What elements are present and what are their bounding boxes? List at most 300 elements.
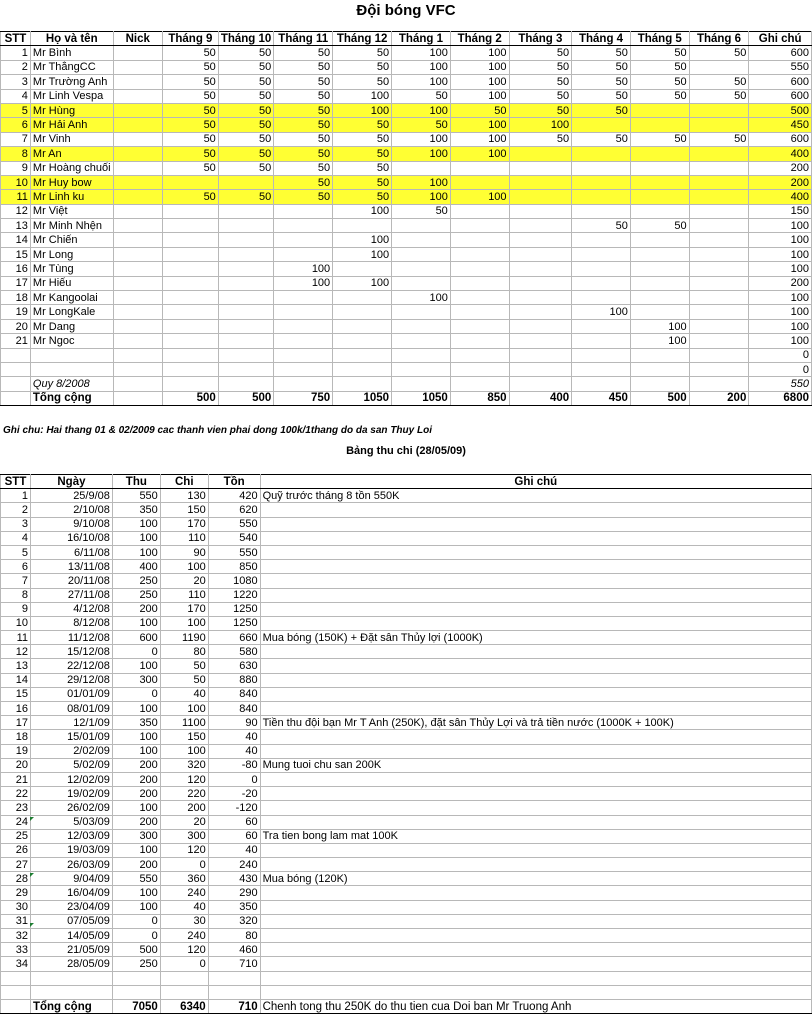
month-cell: [509, 204, 572, 218]
ledger-row: [1, 616, 812, 630]
stt-cell: 27: [1, 858, 31, 872]
balance-cell: 630: [208, 659, 260, 673]
month-cell: [163, 291, 219, 305]
month-cell: [333, 334, 392, 348]
month-cell: [689, 147, 749, 161]
income-cell: 0: [112, 914, 160, 928]
date-cell: 27/11/08: [30, 588, 112, 602]
expense-cell: 100: [160, 560, 208, 574]
nick-cell: [113, 89, 162, 103]
name-cell: Mr Minh Nhện: [30, 219, 113, 233]
member-row: [1, 219, 812, 233]
month-cell: [333, 362, 392, 376]
month-cell: 100: [630, 334, 689, 348]
ledger-row: [1, 858, 812, 872]
balance-cell: 550: [208, 545, 260, 559]
month-cell: 100: [333, 89, 392, 103]
expense-cell: 100: [160, 616, 208, 630]
month-cell: [392, 348, 451, 362]
note-cell: [260, 702, 811, 716]
stt-cell: 9: [1, 602, 31, 616]
month-cell: [509, 262, 572, 276]
income-cell: 100: [112, 744, 160, 758]
member-row: [1, 276, 812, 290]
date-cell: 9/10/08: [30, 517, 112, 531]
nick-cell: [113, 161, 162, 175]
month-cell: 50: [218, 147, 273, 161]
month-cell: [689, 219, 749, 233]
note-cell: [260, 957, 811, 971]
expense-cell: [160, 971, 208, 985]
month-cell: 50: [218, 89, 273, 103]
month-cell: 50: [163, 190, 219, 204]
month-cell: [218, 334, 273, 348]
stt-cell: 5: [1, 545, 31, 559]
column-header: Tháng 11: [274, 32, 333, 46]
ledger-row: [1, 914, 812, 928]
balance-cell: 60: [208, 829, 260, 843]
nick-cell: [113, 262, 162, 276]
note-cell: [260, 971, 811, 985]
month-cell: 100: [392, 147, 451, 161]
stt-cell: [1, 985, 31, 999]
stt-cell: 20: [1, 758, 31, 772]
month-cell: [333, 319, 392, 333]
ledger-row: [1, 829, 812, 843]
month-cell: [572, 276, 631, 290]
month-cell: [163, 276, 219, 290]
ledger-row: [1, 957, 812, 971]
balance-cell: 1250: [208, 616, 260, 630]
balance-cell: 90: [208, 716, 260, 730]
month-cell: 50: [274, 60, 333, 74]
date-cell: 14/05/09: [30, 929, 112, 943]
month-cell: [163, 219, 219, 233]
date-cell: 5/02/09: [30, 758, 112, 772]
expense-cell: [160, 985, 208, 999]
date-cell: 13/11/08: [30, 560, 112, 574]
stt-cell: 30: [1, 900, 31, 914]
month-cell: [163, 305, 219, 319]
month-cell: 100: [450, 75, 509, 89]
expense-cell: 120: [160, 943, 208, 957]
members-table: [0, 31, 812, 406]
column-header: Ghi chú: [749, 32, 812, 46]
month-cell: 50: [333, 190, 392, 204]
name-cell: Mr Long: [30, 247, 113, 261]
month-cell: 50: [163, 147, 219, 161]
stt-cell: 34: [1, 957, 31, 971]
month-cell: [450, 348, 509, 362]
month-cell: 50: [572, 89, 631, 103]
month-cell: 100: [509, 118, 572, 132]
stt-cell: 4: [1, 89, 31, 103]
name-cell: Mr Vinh: [30, 132, 113, 146]
note-cell: 600: [749, 46, 812, 60]
column-header: Tháng 5: [630, 32, 689, 46]
month-cell: 50: [572, 132, 631, 146]
column-header: Tháng 4: [572, 32, 631, 46]
note-cell: Quỹ trước tháng 8 tồn 550K: [260, 489, 811, 503]
month-cell: [689, 60, 749, 74]
stt-cell: 7: [1, 574, 31, 588]
name-cell: Mr Kangoolai: [30, 291, 113, 305]
month-cell: 100: [630, 319, 689, 333]
note-cell: [260, 531, 811, 545]
balance-cell: 40: [208, 744, 260, 758]
expense-cell: 110: [160, 588, 208, 602]
month-cell: [509, 161, 572, 175]
expense-cell: 170: [160, 517, 208, 531]
balance-cell: 1220: [208, 588, 260, 602]
member-row: [1, 175, 812, 189]
expense-cell: 120: [160, 843, 208, 857]
month-cell: 50: [333, 60, 392, 74]
stt-cell: 8: [1, 147, 31, 161]
month-cell: [630, 362, 689, 376]
total-cell: 1050: [392, 391, 451, 405]
month-cell: [163, 247, 219, 261]
date-cell: 21/05/09: [30, 943, 112, 957]
stt-cell: 18: [1, 291, 31, 305]
date-cell: 9/04/09: [30, 872, 112, 886]
month-cell: [689, 118, 749, 132]
month-cell: [392, 247, 451, 261]
stt-cell: 4: [1, 531, 31, 545]
note-cell: 100: [749, 334, 812, 348]
month-cell: [509, 190, 572, 204]
column-header: Tháng 2: [450, 32, 509, 46]
empty-cell: [630, 377, 689, 391]
stt-cell: [1, 377, 31, 391]
month-cell: [630, 276, 689, 290]
expense-cell: 300: [160, 829, 208, 843]
month-cell: [509, 362, 572, 376]
nick-cell: [113, 319, 162, 333]
name-cell: Mr Dang: [30, 319, 113, 333]
month-cell: 50: [274, 132, 333, 146]
name-cell: [30, 362, 113, 376]
month-cell: 100: [333, 204, 392, 218]
date-cell: 6/11/08: [30, 545, 112, 559]
month-cell: [333, 305, 392, 319]
name-cell: Mr Trường Anh: [30, 75, 113, 89]
ledger-row: [1, 985, 812, 999]
month-cell: 50: [630, 132, 689, 146]
month-cell: [630, 291, 689, 305]
empty-cell: [509, 377, 572, 391]
income-cell: 350: [112, 716, 160, 730]
month-cell: [572, 161, 631, 175]
total-note: Chenh tong thu 250K do thu tien cua Doi ban Mr Truong Anh: [260, 999, 811, 1013]
income-cell: 100: [112, 659, 160, 673]
stt-cell: 29: [1, 886, 31, 900]
month-cell: 50: [163, 161, 219, 175]
stt-cell: 10: [1, 175, 31, 189]
expense-cell: 40: [160, 900, 208, 914]
total-label: Tổng cộng: [30, 999, 112, 1013]
income-cell: 400: [112, 560, 160, 574]
balance-cell: 40: [208, 843, 260, 857]
month-cell: [392, 233, 451, 247]
expense-cell: 100: [160, 744, 208, 758]
month-cell: [274, 305, 333, 319]
month-cell: [509, 319, 572, 333]
member-row: [1, 348, 812, 362]
empty-cell: [689, 377, 749, 391]
expense-cell: 20: [160, 574, 208, 588]
month-cell: [630, 161, 689, 175]
balance-cell: 550: [208, 517, 260, 531]
month-cell: [450, 175, 509, 189]
month-cell: [689, 204, 749, 218]
total-label: Tổng cộng: [30, 391, 113, 405]
empty-cell: [113, 377, 162, 391]
note-cell: [260, 588, 811, 602]
month-cell: 50: [509, 75, 572, 89]
expense-cell: 240: [160, 886, 208, 900]
month-cell: [392, 362, 451, 376]
month-cell: [630, 262, 689, 276]
nick-cell: [113, 276, 162, 290]
note-cell: [260, 900, 811, 914]
nick-cell: [113, 233, 162, 247]
income-cell: [112, 971, 160, 985]
month-cell: [450, 276, 509, 290]
month-cell: [630, 305, 689, 319]
month-cell: [450, 219, 509, 233]
note-cell: 550: [749, 377, 812, 391]
footnote: Ghi chu: Hai thang 01 & 02/2009 cac thanh vien phai dong 100k/1thang do da san Thuy Loi: [3, 425, 432, 436]
balance-cell: [208, 971, 260, 985]
expense-cell: 1100: [160, 716, 208, 730]
stt-cell: 9: [1, 161, 31, 175]
member-row: [1, 103, 812, 117]
month-cell: 50: [333, 46, 392, 60]
month-cell: 50: [509, 60, 572, 74]
ledger-row: [1, 702, 812, 716]
ledger-row: [1, 631, 812, 645]
stt-cell: 26: [1, 843, 31, 857]
ledger-row: [1, 716, 812, 730]
name-cell: Mr An: [30, 147, 113, 161]
empty-cell: [392, 377, 451, 391]
member-row: [1, 46, 812, 60]
month-cell: [392, 276, 451, 290]
column-header: Họ và tên: [30, 32, 113, 46]
ledger-header-row: [1, 475, 812, 489]
month-cell: [274, 247, 333, 261]
month-cell: 50: [630, 89, 689, 103]
member-row: [1, 291, 812, 305]
stt-cell: 5: [1, 103, 31, 117]
month-cell: 100: [333, 247, 392, 261]
income-cell: 0: [112, 645, 160, 659]
stt-cell: 22: [1, 787, 31, 801]
note-cell: [260, 985, 811, 999]
note-cell: 100: [749, 305, 812, 319]
income-cell: 100: [112, 616, 160, 630]
note-cell: [260, 574, 811, 588]
month-cell: 50: [163, 118, 219, 132]
month-cell: 100: [392, 75, 451, 89]
month-cell: [392, 262, 451, 276]
month-cell: [274, 219, 333, 233]
note-cell: 600: [749, 89, 812, 103]
date-cell: 19/03/09: [30, 843, 112, 857]
expense-cell: 80: [160, 645, 208, 659]
member-row: [1, 89, 812, 103]
stt-cell: 13: [1, 659, 31, 673]
balance-cell: [208, 985, 260, 999]
month-cell: [450, 233, 509, 247]
stt-cell: 1: [1, 46, 31, 60]
expense-cell: 100: [160, 702, 208, 716]
name-cell: Mr Bình: [30, 46, 113, 60]
date-cell: 12/1/09: [30, 716, 112, 730]
income-cell: 100: [112, 886, 160, 900]
month-cell: [218, 291, 273, 305]
expense-cell: 130: [160, 489, 208, 503]
month-cell: [689, 348, 749, 362]
balance-cell: 850: [208, 560, 260, 574]
stt-cell: 13: [1, 219, 31, 233]
note-cell: Mua bóng (150K) + Đặt sân Thủy lợi (1000K): [260, 631, 811, 645]
balance-cell: 420: [208, 489, 260, 503]
ledger-row: [1, 588, 812, 602]
month-cell: [572, 334, 631, 348]
stt-cell: 32: [1, 929, 31, 943]
month-cell: [163, 319, 219, 333]
income-cell: 0: [112, 687, 160, 701]
stt-cell: 28: [1, 872, 31, 886]
month-cell: 100: [450, 118, 509, 132]
month-cell: 50: [274, 89, 333, 103]
income-cell: 600: [112, 631, 160, 645]
balance-cell: 0: [208, 772, 260, 786]
month-cell: [274, 291, 333, 305]
name-cell: Mr Việt: [30, 204, 113, 218]
income-cell: 100: [112, 531, 160, 545]
month-cell: [689, 161, 749, 175]
quy-row: [1, 377, 812, 391]
stt-cell: [1, 348, 31, 362]
month-cell: [392, 161, 451, 175]
month-cell: [218, 362, 273, 376]
month-cell: 100: [572, 305, 631, 319]
note-cell: [260, 645, 811, 659]
date-cell: 25/9/08: [30, 489, 112, 503]
nick-cell: [113, 190, 162, 204]
month-cell: 100: [333, 276, 392, 290]
nick-cell: [113, 362, 162, 376]
balance-cell: 880: [208, 673, 260, 687]
month-cell: 50: [218, 118, 273, 132]
month-cell: 50: [630, 46, 689, 60]
month-cell: [509, 348, 572, 362]
ledger-row: [1, 801, 812, 815]
comment-marker: [30, 873, 34, 877]
column-header: Chi: [160, 475, 208, 489]
expense-cell: 200: [160, 801, 208, 815]
note-cell: 100: [749, 233, 812, 247]
expense-cell: 170: [160, 602, 208, 616]
month-cell: [450, 305, 509, 319]
ledger-row: [1, 503, 812, 517]
month-cell: [572, 319, 631, 333]
balance-cell: 840: [208, 702, 260, 716]
month-cell: [163, 348, 219, 362]
month-cell: [689, 103, 749, 117]
month-cell: [509, 219, 572, 233]
balance-cell: 40: [208, 730, 260, 744]
ledger-title: Bảng thu chi (28/05/09): [346, 445, 466, 457]
month-cell: 50: [392, 118, 451, 132]
month-cell: 50: [450, 103, 509, 117]
balance-cell: 60: [208, 815, 260, 829]
income-cell: 100: [112, 900, 160, 914]
total-note: 6800: [749, 391, 812, 405]
date-cell: 15/01/09: [30, 730, 112, 744]
note-cell: 0: [749, 362, 812, 376]
month-cell: [689, 276, 749, 290]
note-cell: Tiền thu đội bạn Mr T Anh (250K), đặt sân Thủy Lợi và trả tiền nước (1000K + 100K): [260, 716, 811, 730]
nick-cell: [113, 175, 162, 189]
month-cell: 50: [392, 204, 451, 218]
date-cell: 16/04/09: [30, 886, 112, 900]
month-cell: 50: [572, 75, 631, 89]
nick-cell: [113, 291, 162, 305]
month-cell: 100: [392, 190, 451, 204]
date-cell: 22/12/08: [30, 659, 112, 673]
nick-cell: [113, 103, 162, 117]
month-cell: [163, 362, 219, 376]
date-cell: 01/01/09: [30, 687, 112, 701]
month-cell: [333, 262, 392, 276]
total-cell: 450: [572, 391, 631, 405]
month-cell: [689, 362, 749, 376]
date-cell: 5/03/09: [30, 815, 112, 829]
note-cell: Mung tuoi chu san 200K: [260, 758, 811, 772]
stt-cell: [1, 391, 31, 405]
month-cell: [450, 247, 509, 261]
income-cell: 550: [112, 872, 160, 886]
note-cell: 400: [749, 190, 812, 204]
member-row: [1, 60, 812, 74]
income-cell: 300: [112, 673, 160, 687]
column-header: Ghi chú: [260, 475, 811, 489]
month-cell: 50: [630, 219, 689, 233]
month-cell: 50: [218, 46, 273, 60]
month-cell: 50: [333, 118, 392, 132]
balance-cell: 460: [208, 943, 260, 957]
month-cell: [392, 219, 451, 233]
expense-cell: 220: [160, 787, 208, 801]
income-cell: 550: [112, 489, 160, 503]
month-cell: [572, 118, 631, 132]
member-row: [1, 190, 812, 204]
month-cell: 50: [274, 161, 333, 175]
balance-cell: 540: [208, 531, 260, 545]
ledger-total-row: [1, 999, 812, 1013]
month-cell: [218, 319, 273, 333]
month-cell: [572, 233, 631, 247]
member-row: [1, 319, 812, 333]
note-cell: 600: [749, 132, 812, 146]
stt-cell: 25: [1, 829, 31, 843]
month-cell: 50: [163, 60, 219, 74]
expense-cell: 0: [160, 957, 208, 971]
